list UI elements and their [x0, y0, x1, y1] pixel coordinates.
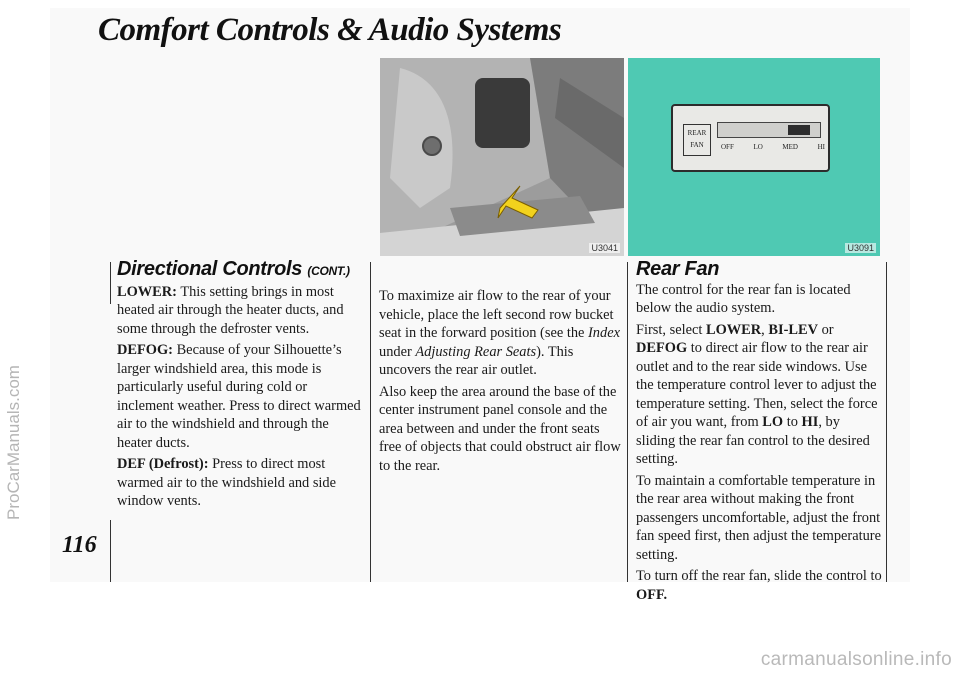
rear-air-outlet-illustration — [380, 58, 624, 256]
rear-label: REAR — [687, 129, 707, 137]
rear-fan-control-panel — [671, 104, 830, 172]
rear-fan-location-paragraph: The control for the rear fan is located below the audio system. — [636, 281, 851, 316]
rear-fan-usage-paragraph: First, select LOWER, BI-LEV or DEFOG to direct air flow to the rear air outlet and to the rear side windows. Use the temperature control lever to adjust the temperature setting. Then, select the force of air you want, from LO to HI, by sliding the rear fan control to the desired setting. — [636, 321, 878, 467]
figure-code-right: U3091 — [847, 243, 874, 253]
page-title: Comfort Controls & Audio Systems — [98, 12, 562, 48]
bottom-watermark: carmanualsonline.info — [760, 649, 952, 670]
def-term: DEF (Defrost): — [117, 456, 209, 472]
left-column — [117, 260, 363, 514]
rear-fan-slider-knob[interactable] — [788, 125, 810, 135]
column-divider-edge — [886, 262, 887, 582]
column-divider-middle — [370, 262, 371, 582]
column-divider-left — [110, 520, 111, 582]
def-paragraph: DEF (Defrost): Press to direct most warmed air to the windshield and side window vents. — [117, 456, 337, 509]
comfort-paragraph: To maintain a comfortable temperature in the rear area without making the front passengers uncomfortable, adjust the front fan speed first, then adjust the temperature setting. — [636, 472, 881, 563]
fan-speed-positions — [721, 143, 825, 151]
rear-air-outlet-photo — [380, 58, 624, 256]
middle-column — [379, 287, 623, 478]
turn-off-paragraph: To turn off the rear fan, slide the control to OFF. — [636, 568, 882, 603]
index-reference: Index — [588, 325, 620, 341]
rear-fan-slider-track[interactable] — [717, 122, 821, 138]
fan-label: FAN — [690, 141, 704, 149]
position-lo: LO — [753, 143, 763, 151]
off-term: OFF. — [636, 586, 668, 603]
lower-term: LOWER: — [117, 283, 177, 300]
directional-controls-heading: Directional Controls (CONT.) — [117, 258, 350, 280]
defog-paragraph: DEFOG: Because of your Silhouette’s larger windshield area, this mode is particularly useful during cold or inclement weather. Press to direct warmed air to the windshield and through the heater ducts. — [117, 342, 361, 451]
keep-clear-paragraph: Also keep the area around the base of the center instrument panel console and the area between and under the front seats free of objects that could obstruct air flow to the rear. — [379, 383, 621, 474]
figure-code-left: U3041 — [591, 243, 618, 253]
column-divider-top — [110, 262, 111, 304]
heading-continued: (CONT.) — [307, 264, 350, 278]
rear-fan-label-box — [683, 124, 711, 156]
adjusting-rear-seats-reference: Adjusting Rear Seats — [415, 343, 537, 360]
right-column — [636, 260, 882, 607]
position-med: MED — [782, 143, 798, 151]
air-flow-paragraph: To maximize air flow to the rear of your vehicle, place the left second row bucket seat in the forward position (see the Index under Adjusting Rear Seats). This uncovers the rear air outlet. — [379, 288, 620, 378]
defog-term: DEFOG: — [117, 342, 173, 358]
page-number: 116 — [62, 532, 97, 558]
position-hi: HI — [817, 143, 825, 151]
rear-fan-control-figure — [628, 58, 880, 256]
side-watermark — [4, 100, 26, 520]
column-divider-right — [627, 262, 628, 582]
position-off: OFF — [721, 143, 734, 151]
rear-fan-heading: Rear Fan — [636, 258, 720, 280]
lower-paragraph: LOWER: This setting brings in most heated air through the heater ducts, and some through the defroster vents. — [117, 283, 344, 337]
side-watermark-text: ProCarManuals.com — [4, 365, 23, 520]
